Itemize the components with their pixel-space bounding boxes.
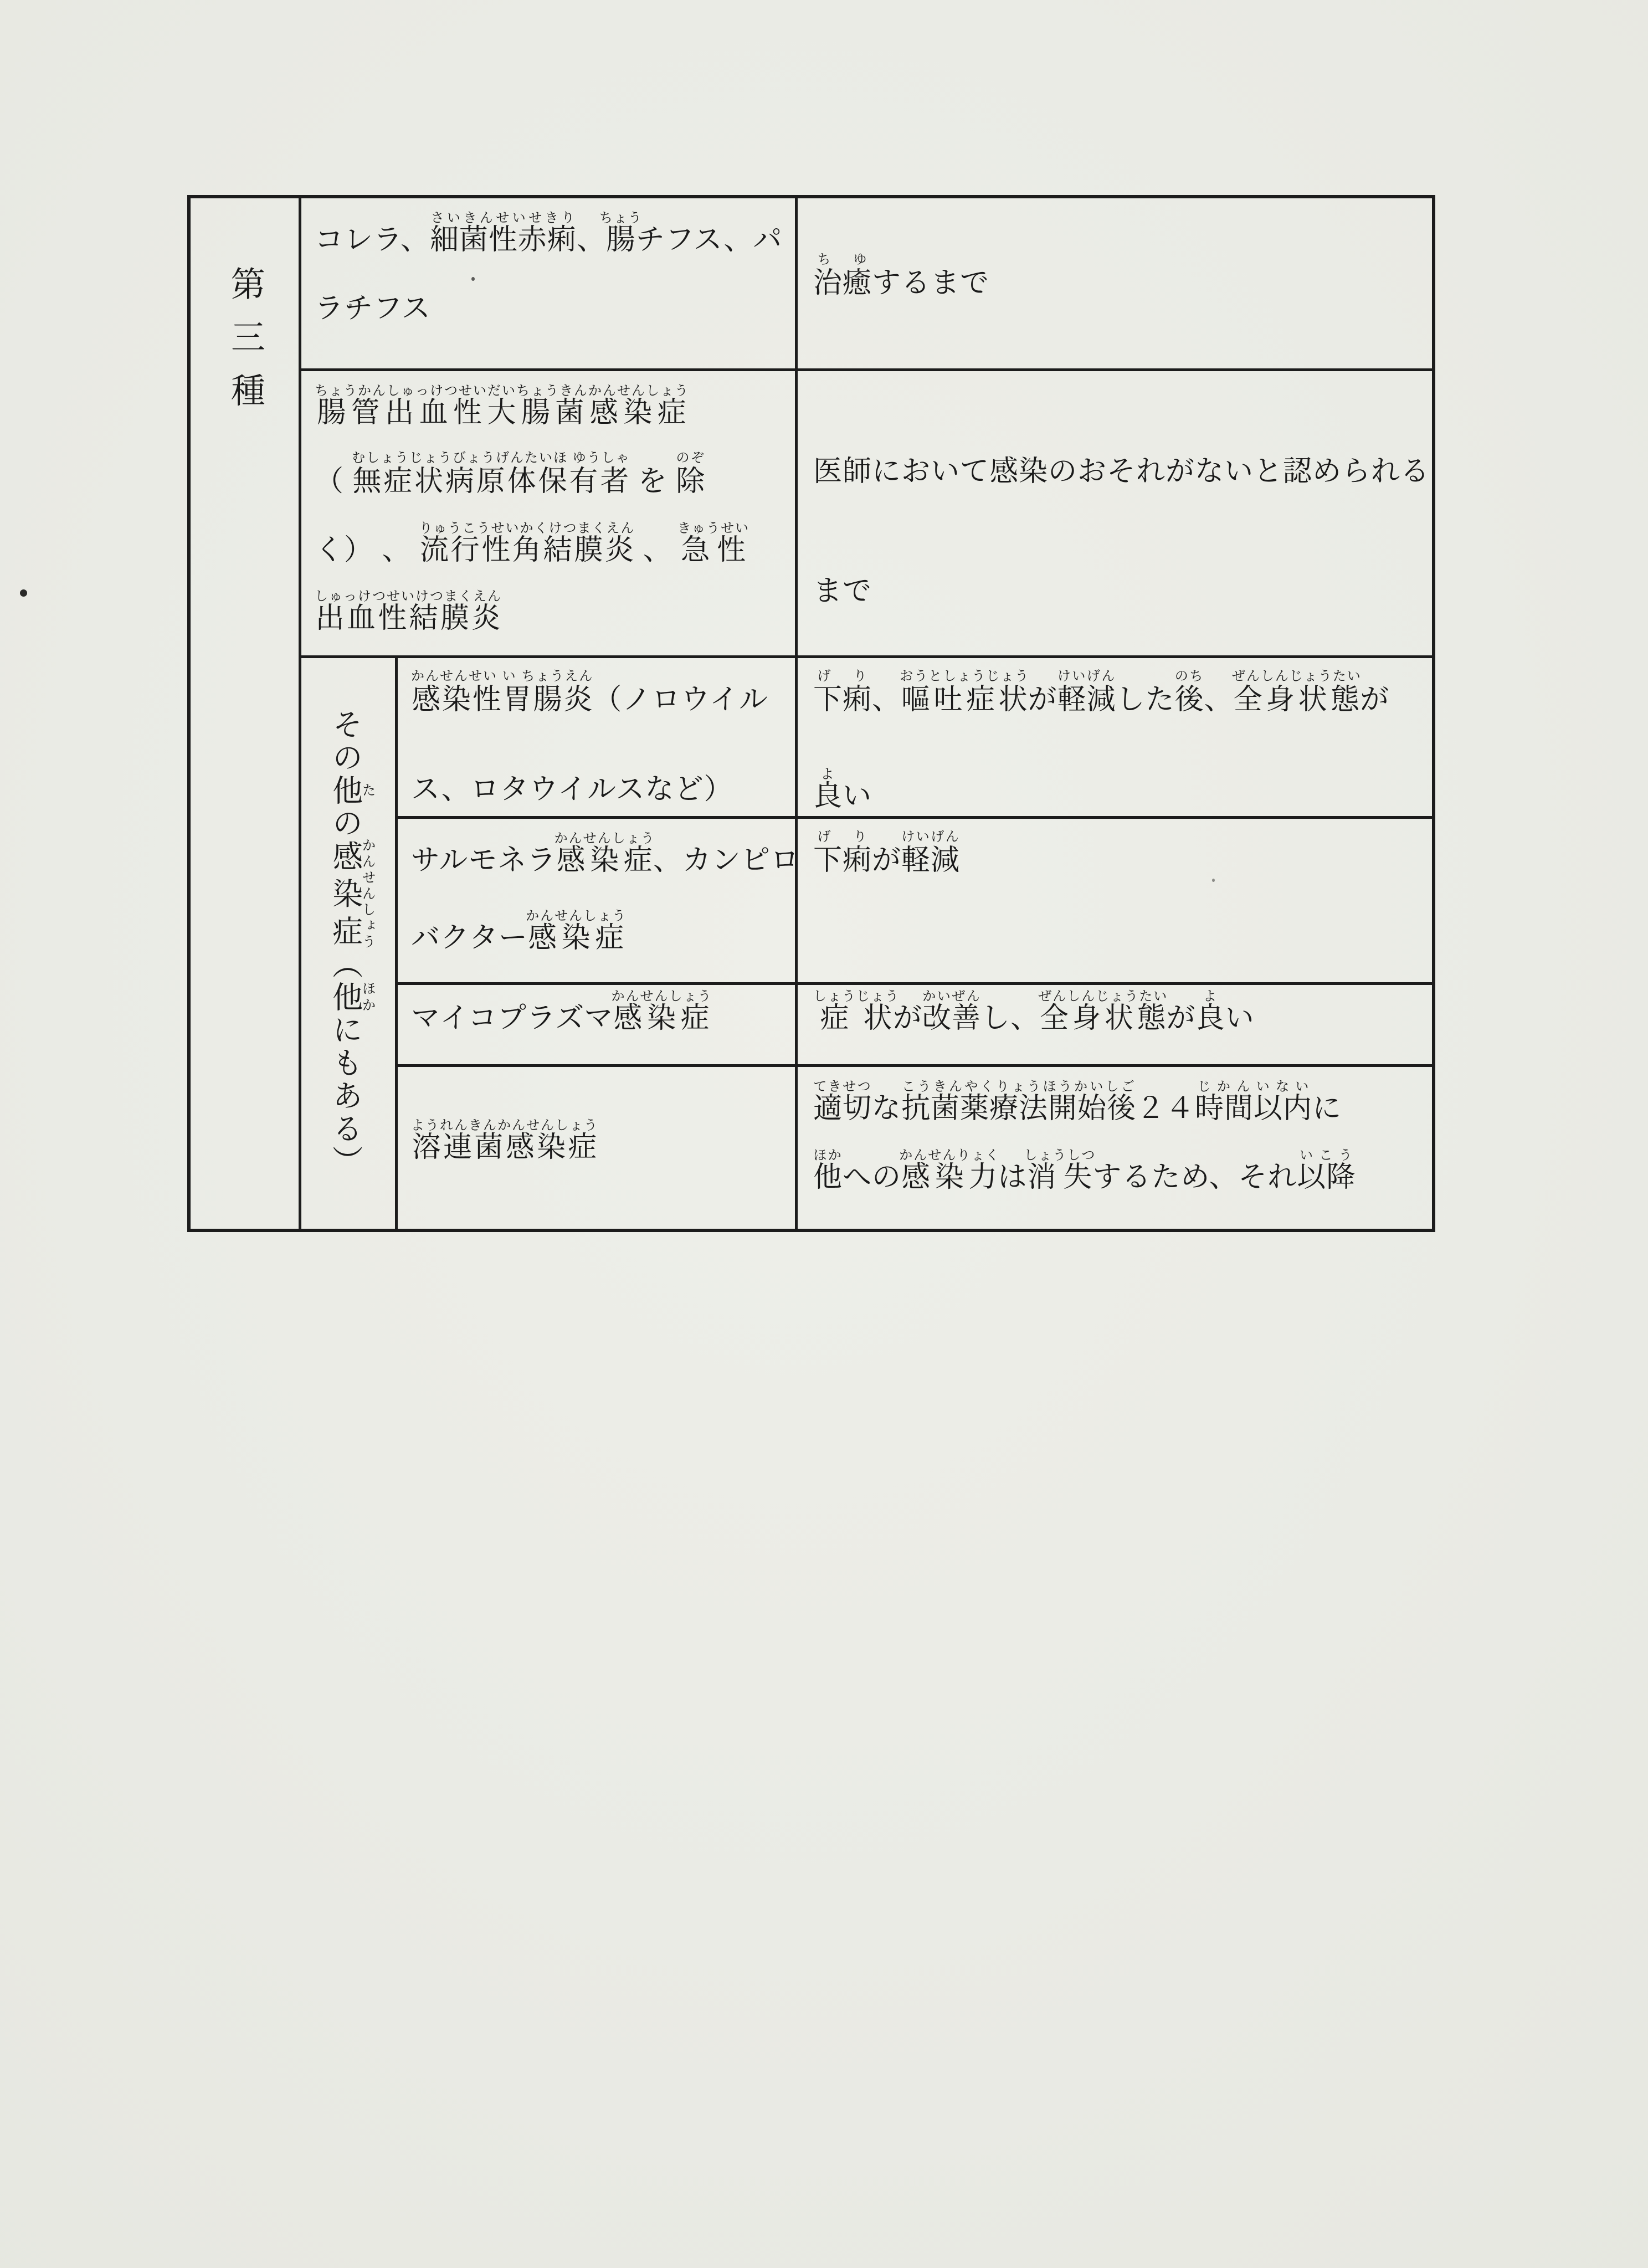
disease-cell-cholera-group [301, 198, 798, 371]
disease-cell-gastroenteritis [398, 658, 798, 819]
category-cell-daisanshu [191, 198, 301, 1229]
disease-text-line: 溶連菌感染症ようれんきんかんせんしょう [411, 1118, 598, 1164]
condition-text-line: 下痢げ りが軽減けいげん [813, 829, 961, 876]
condition-cell-ehec-group [798, 371, 1432, 658]
condition-text-line: 治癒ち ゆするまで [813, 252, 990, 299]
disease-cell-ehec-group [301, 371, 798, 658]
scan-speck [20, 589, 27, 597]
disease-text-line: 出血性結膜炎しゅっけつせいけつまくえん [315, 589, 502, 635]
subcategory-cell-other-infections [301, 658, 398, 1229]
condition-text-line: 適切てきせつな抗菌薬療法開始後こうきんやくりょうほうかいしご２４時間以内じかんいないに [813, 1079, 1342, 1125]
disease-text-line: コレラ、細菌性赤痢さいきんせいせきり、腸ちょうチフス、パ [315, 211, 783, 256]
condition-cell-salmonella [798, 819, 1432, 985]
disease-cell-mycoplasma [398, 985, 798, 1067]
disease-text-line: サルモネラ感染症かんせんしょう、カンピロ [411, 831, 800, 876]
category-label: 第三種 [225, 266, 264, 426]
school-infection-table [187, 195, 1435, 1232]
disease-text-line: ラチフス [315, 292, 431, 325]
disease-cell-salmonella [398, 819, 798, 985]
subcategory-label: その他たの感染症かんせんしょう（他ほかにもある） [328, 708, 376, 1179]
condition-text-line: 症状しょうじょうが改善かいぜんし、全身状態ぜんしんじょうたいが良よい [813, 989, 1255, 1034]
condition-cell-mycoplasma [798, 985, 1432, 1067]
disease-text-line: 腸管出血性大腸菌感染症ちょうかんしゅっけつせいだいちょうきんかんせんしょう [315, 383, 689, 429]
disease-text-line: バクター感染症かんせんしょう [411, 908, 627, 954]
condition-cell-cholera-group [798, 198, 1432, 371]
condition-cell-strep [798, 1067, 1432, 1229]
disease-text-line: く） 、 流行性角結膜炎りゅうこうせいかくけつまくえん 、 急性きゅうせい [315, 520, 750, 566]
disease-cell-strep [398, 1067, 798, 1229]
condition-text-line: 他ほかへの感染力かんせんりょくは消失しょうしつするため、それ以降いこう [813, 1147, 1356, 1193]
disease-text-line: マイコプラズマ感染症かんせんしょう [411, 989, 712, 1034]
condition-text-line: 良よい [813, 766, 872, 812]
disease-text-line: （ 無症状病原体保有者むしょうじょうびょうげんたいほ ゆうしゃ を 除のぞ [315, 450, 706, 497]
disease-text-line: 感染性胃腸炎かんせんせい い ちょうえん（ノロウイル [411, 669, 768, 716]
disease-text-line: ス、ロタウイルスなど） [411, 773, 733, 805]
condition-text-line: 医師において感染のおそれがないと認められる [813, 455, 1430, 488]
condition-cell-gastroenteritis [798, 658, 1432, 819]
condition-text-line: まで [813, 574, 872, 607]
condition-text-line: 下痢げ り、嘔吐症状おうとしょうじょうが軽減けいげんした後のち、全身状態ぜんしんじょうたいが [813, 669, 1390, 716]
